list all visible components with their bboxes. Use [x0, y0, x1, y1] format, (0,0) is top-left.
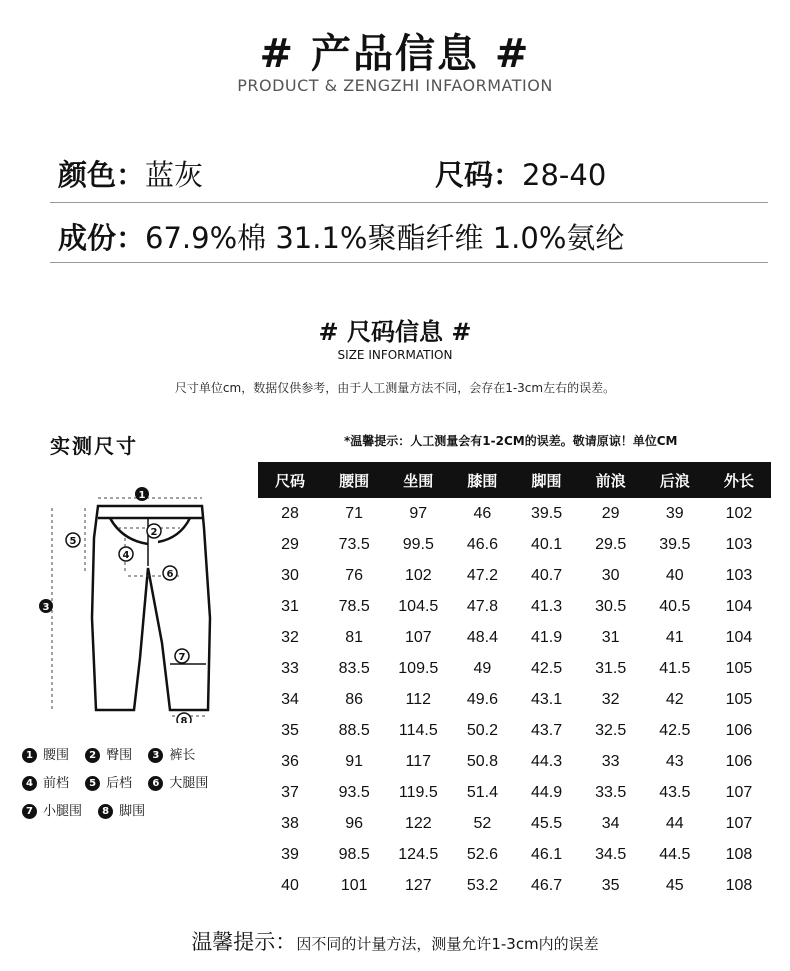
- table-cell: 49: [473, 659, 492, 677]
- legend-label: 小腿围: [43, 804, 83, 819]
- table-header-cell: 膝围: [450, 462, 514, 498]
- table-cell: 46.6: [466, 535, 498, 553]
- table-cell: 107: [725, 814, 753, 832]
- table-cell: 39.5: [530, 504, 563, 522]
- table-cell: 41.3: [530, 597, 563, 615]
- table-row: [258, 746, 771, 777]
- table-cell: 33.5: [595, 783, 627, 801]
- table-cell: 33: [281, 659, 299, 677]
- legend-number: 1: [22, 748, 37, 763]
- table-cell: 29.5: [595, 535, 627, 553]
- legend-item: [98, 798, 145, 826]
- legend-label: 脚围: [119, 804, 146, 819]
- size-label: 尺码：: [435, 158, 523, 192]
- table-cell: 104: [725, 628, 753, 646]
- table-cell: 34.5: [595, 845, 627, 863]
- table-cell: 34: [601, 814, 620, 832]
- table-cell: 42: [665, 690, 684, 708]
- measure-title: 实测尺寸: [50, 434, 138, 458]
- table-cell: 30: [281, 566, 299, 584]
- table-cell: 31.5: [595, 659, 627, 677]
- table-cell: 40.5: [659, 597, 691, 615]
- size-section-title: # 尺码信息 #: [318, 318, 472, 346]
- table-cell: 35: [281, 721, 299, 739]
- table-cell: 103: [725, 566, 753, 584]
- table-cell: 124.5: [398, 845, 439, 863]
- legend-number: 5: [85, 776, 100, 791]
- table-cell: 39.5: [659, 535, 691, 553]
- color-row: [58, 153, 203, 194]
- table-cell: 42.5: [530, 659, 563, 677]
- marker-3: 3: [42, 602, 50, 613]
- legend: [22, 742, 220, 826]
- table-cell: 51.4: [466, 783, 498, 801]
- table-cell: 76: [345, 566, 364, 584]
- footer-label: 温馨提示：: [191, 930, 297, 954]
- table-row: [258, 777, 771, 808]
- table-cell: 93.5: [338, 783, 370, 801]
- table-cell: 114.5: [398, 721, 438, 739]
- table-row: [258, 498, 771, 529]
- table-cell: 37: [281, 783, 299, 801]
- table-cell: 112: [405, 690, 432, 708]
- legend-item: [22, 770, 69, 798]
- table-cell: 43: [665, 752, 684, 770]
- table-cell: 48.4: [466, 628, 498, 646]
- legend-item: [85, 742, 132, 770]
- footer-text: 因不同的计量方法，测量允许1-3cm内的误差: [296, 935, 599, 953]
- table-cell: 122: [404, 814, 432, 832]
- table-cell: 73.5: [338, 535, 370, 553]
- table-cell: 127: [404, 876, 432, 894]
- table-row: [258, 808, 771, 839]
- table-cell: 41: [665, 628, 684, 646]
- table-cell: 107: [725, 783, 753, 801]
- table-cell: 49.6: [466, 690, 498, 708]
- size-row: [435, 153, 606, 194]
- measure-tip: *温馨提示：人工测量会有1-2CM的误差。敬请原谅！单位CM: [344, 434, 678, 448]
- table-cell: 44.9: [530, 783, 563, 801]
- table-cell: 44.5: [659, 845, 691, 863]
- marker-6: 6: [166, 569, 174, 580]
- table-cell: 97: [409, 504, 428, 522]
- table-cell: 105: [725, 690, 753, 708]
- table-cell: 34: [281, 690, 299, 708]
- legend-item: [22, 742, 69, 770]
- footer-tip: [0, 926, 790, 956]
- legend-item: [148, 770, 208, 798]
- table-cell: 106: [725, 752, 753, 770]
- size-table: [258, 462, 771, 901]
- legend-label: 裤长: [169, 748, 196, 763]
- table-header-cell: 前浪: [579, 462, 643, 498]
- table-cell: 40: [281, 876, 299, 894]
- table-cell: 43.1: [530, 690, 563, 708]
- table-cell: 46.1: [530, 845, 563, 863]
- legend-item: [148, 742, 195, 770]
- table-cell: 104.5: [398, 597, 439, 615]
- table-cell: 35: [601, 876, 620, 894]
- pants-diagram: [30, 478, 230, 723]
- legend-label: 腰围: [43, 748, 70, 763]
- table-header-cell: 外长: [707, 462, 771, 498]
- material-label: 成份：: [58, 221, 146, 255]
- size-section-subtitle: SIZE INFORMATION: [337, 348, 453, 362]
- color-label: 颜色：: [58, 158, 146, 192]
- table-row: [258, 529, 771, 560]
- table-cell: 40.1: [530, 535, 563, 553]
- table-cell: 101: [340, 876, 368, 894]
- legend-label: 后档: [106, 776, 133, 791]
- legend-number: 3: [148, 748, 163, 763]
- legend-label: 大腿围: [169, 776, 209, 791]
- table-cell: 28: [281, 504, 299, 522]
- divider: [50, 202, 768, 203]
- table-cell: 42.5: [659, 721, 691, 739]
- marker-2: 2: [150, 527, 158, 538]
- table-row: [258, 560, 771, 591]
- table-cell: 52.6: [466, 845, 498, 863]
- table-cell: 109.5: [398, 659, 439, 677]
- table-cell: 38: [281, 814, 299, 832]
- page-title: # 产品信息 #: [259, 31, 531, 77]
- material-value: 67.9%棉 31.1%聚酯纤维 1.0%氨纶: [145, 221, 625, 255]
- table-cell: 39: [665, 504, 684, 522]
- table-cell: 102: [404, 566, 432, 584]
- table-cell: 30: [601, 566, 620, 584]
- table-cell: 83.5: [338, 659, 370, 677]
- table-header-cell: 后浪: [643, 462, 707, 498]
- legend-number: 8: [98, 804, 113, 819]
- table-row: [258, 622, 771, 653]
- divider: [50, 262, 768, 263]
- table-row: [258, 653, 771, 684]
- table-cell: 32: [281, 628, 299, 646]
- table-cell: 53.2: [466, 876, 498, 894]
- table-cell: 43.5: [659, 783, 691, 801]
- table-header-cell: 尺码: [258, 462, 322, 498]
- table-cell: 47.8: [466, 597, 498, 615]
- table-cell: 88.5: [338, 721, 370, 739]
- table-cell: 96: [345, 814, 364, 832]
- table-cell: 41.5: [659, 659, 691, 677]
- table-header-cell: 脚围: [515, 462, 579, 498]
- table-cell: 32.5: [595, 721, 627, 739]
- table-cell: 117: [405, 752, 432, 770]
- table-row: [258, 839, 771, 870]
- table-cell: 45: [665, 876, 684, 894]
- table-cell: 71: [345, 504, 364, 522]
- table-row: [258, 684, 771, 715]
- table-header-row: [258, 462, 771, 498]
- table-cell: 81: [345, 628, 364, 646]
- size-value: 28-40: [522, 158, 607, 192]
- table-cell: 98.5: [338, 845, 370, 863]
- material-row: [58, 216, 624, 257]
- legend-label: 臀围: [106, 748, 133, 763]
- table-header-cell: 腰围: [322, 462, 386, 498]
- table-cell: 43.7: [530, 721, 563, 739]
- table-cell: 44.3: [530, 752, 563, 770]
- table-cell: 105: [725, 659, 753, 677]
- table-cell: 106: [725, 721, 753, 739]
- table-cell: 104: [725, 597, 753, 615]
- table-cell: 33: [601, 752, 620, 770]
- legend-number: 2: [85, 748, 100, 763]
- table-cell: 102: [725, 504, 753, 522]
- legend-item: [22, 798, 82, 826]
- legend-number: 4: [22, 776, 37, 791]
- table-cell: 91: [345, 752, 364, 770]
- table-cell: 31: [281, 597, 299, 615]
- table-cell: 46.7: [530, 876, 563, 894]
- legend-label: 前档: [43, 776, 70, 791]
- table-cell: 99.5: [402, 535, 434, 553]
- table-cell: 50.2: [466, 721, 498, 739]
- table-cell: 47.2: [466, 566, 498, 584]
- measure-lines: [52, 498, 208, 716]
- table-cell: 29: [601, 504, 620, 522]
- table-cell: 32: [601, 690, 620, 708]
- legend-number: 7: [22, 804, 37, 819]
- table-cell: 52: [473, 814, 492, 832]
- table-cell: 41.9: [530, 628, 563, 646]
- table-cell: 50.8: [466, 752, 498, 770]
- legend-item: [85, 770, 132, 798]
- table-cell: 44: [665, 814, 684, 832]
- table-cell: 45.5: [530, 814, 563, 832]
- table-cell: 103: [725, 535, 753, 553]
- table-cell: 29: [281, 535, 299, 553]
- table-cell: 31: [601, 628, 620, 646]
- table-row: [258, 591, 771, 622]
- marker-8: 8: [180, 716, 188, 723]
- table-cell: 40.7: [530, 566, 563, 584]
- marker-5: 5: [69, 536, 77, 547]
- legend-number: 6: [148, 776, 163, 791]
- table-cell: 108: [725, 876, 753, 894]
- color-value: 蓝灰: [145, 158, 204, 192]
- table-cell: 36: [281, 752, 299, 770]
- table-header-cell: 坐围: [386, 462, 450, 498]
- table-cell: 86: [345, 690, 364, 708]
- page-subtitle: PRODUCT & ZENGZHI INFAORMATION: [237, 76, 553, 95]
- table-cell: 78.5: [338, 597, 370, 615]
- table-cell: 119.5: [398, 783, 438, 801]
- table-cell: 107: [404, 628, 432, 646]
- table-cell: 30.5: [595, 597, 627, 615]
- marker-7: 7: [178, 652, 186, 663]
- table-row: [258, 870, 771, 901]
- table-cell: 40: [665, 566, 684, 584]
- table-row: [258, 715, 771, 746]
- table-cell: 39: [281, 845, 299, 863]
- marker-4: 4: [122, 550, 130, 561]
- table-cell: 108: [725, 845, 753, 863]
- unit-note: 尺寸单位cm，数据仅供参考，由于人工测量方法不同，会存在1-3cm左右的误差。: [174, 381, 616, 395]
- table-cell: 46: [473, 504, 492, 522]
- marker-1: 1: [138, 490, 146, 501]
